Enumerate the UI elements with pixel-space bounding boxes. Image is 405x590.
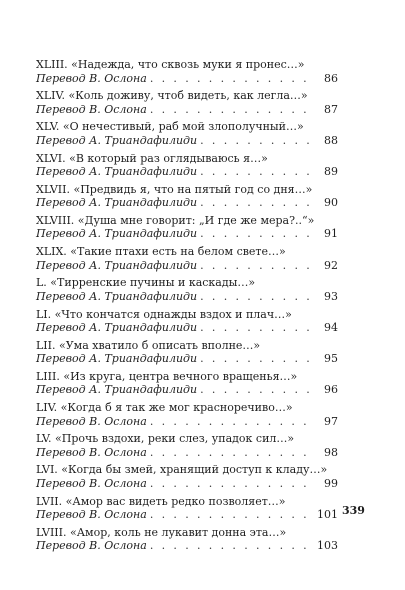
entry-page-number: 86 (324, 71, 338, 85)
entry-page-number: 98 (324, 445, 338, 459)
entry-translator: Перевод А. Триандафилиди (36, 258, 198, 272)
entry-translator: Перевод В. Ослона (36, 476, 147, 490)
dot-leader (200, 227, 314, 241)
toc-entry (36, 276, 338, 303)
entry-row (36, 477, 338, 491)
dot-leader (150, 103, 314, 117)
toc-entry (36, 401, 338, 428)
entry-translator: Перевод В. Ослона (36, 445, 147, 459)
dot-leader (200, 165, 314, 179)
toc-entry (36, 432, 338, 459)
entry-row (36, 72, 338, 86)
entry-title: XLIV. «Коль доживу, чтоб видеть, как легла…» (36, 89, 308, 103)
entry-translator: Перевод А. Триандафилиди (36, 227, 198, 241)
entry-row (36, 134, 338, 148)
dot-leader (200, 196, 314, 210)
entry-title: XLIX. «Такие птахи есть на белом свете…» (36, 245, 286, 259)
entry-title: XLIII. «Надежда, что сквозь муки я пронес…» (36, 58, 305, 71)
dot-leader (200, 352, 314, 366)
toc-entry (36, 183, 338, 210)
entry-row (36, 165, 338, 179)
entry-translator: Перевод А. Триандафилиди (36, 321, 198, 334)
dot-leader (200, 259, 314, 273)
toc-entry (36, 526, 338, 553)
entry-translator: Перевод В. Ослона (36, 508, 147, 522)
entry-page-number: 92 (324, 258, 338, 272)
dot-leader (200, 321, 314, 335)
entry-page-number: 103 (317, 539, 338, 553)
entry-title: LVIII. «Амор, коль не лукавит донна эта…» (36, 525, 287, 539)
toc-entry (36, 463, 338, 490)
entry-translator: Перевод А. Триандафилиди (36, 165, 198, 179)
dot-leader (150, 508, 314, 522)
entry-row (36, 508, 338, 522)
toc-entry (36, 308, 338, 335)
page-number: 339 (342, 504, 365, 517)
entry-row (36, 290, 338, 304)
entry-title: LVI. «Когда бы змей, хранящий доступ к кладу…» (36, 463, 328, 477)
toc-entry (36, 370, 338, 397)
entry-title: LV. «Прочь вздохи, реки слез, упадок сил…» (36, 432, 295, 446)
entry-title: LI. «Что кончатся однажды вздох и плач…» (36, 307, 292, 321)
entry-translator: Перевод В. Ослона (36, 102, 147, 116)
dot-leader (200, 134, 314, 148)
entry-page-number: 95 (324, 352, 338, 366)
entry-page-number: 88 (324, 133, 338, 147)
entry-page-number: 93 (324, 289, 338, 303)
toc-entry (36, 495, 338, 522)
dot-leader (150, 415, 314, 429)
toc-entry (36, 120, 338, 147)
entry-page-number: 94 (324, 321, 338, 334)
toc-entry (36, 339, 338, 366)
entry-translator: Перевод А. Триандафилиди (36, 196, 198, 210)
dot-leader (150, 477, 314, 491)
entry-page-number: 91 (324, 227, 338, 241)
entry-page-number: 99 (324, 476, 338, 490)
entry-translator: Перевод А. Триандафилиди (36, 289, 198, 303)
entry-row (36, 103, 338, 117)
toc-entry (36, 89, 338, 116)
entry-page-number: 97 (324, 414, 338, 428)
entry-page-number: 87 (324, 102, 338, 116)
entry-page-number: 101 (317, 508, 338, 522)
entry-row (36, 259, 338, 273)
entry-page-number: 96 (324, 383, 338, 397)
dot-leader (150, 539, 314, 553)
entry-translator: Перевод В. Ослона (36, 71, 147, 85)
entry-title: LIII. «Из круга, центра вечного вращенья…» (36, 369, 298, 383)
entry-title: LVII. «Амор вас видеть редко позволяет…» (36, 494, 286, 508)
dot-leader (200, 383, 314, 397)
entry-translator: Перевод В. Ослона (36, 414, 147, 428)
entry-row (36, 446, 338, 460)
toc-entry (36, 245, 338, 272)
entry-title: L. «Тирренские пучины и каскады…» (36, 276, 256, 290)
entry-row (36, 352, 338, 366)
toc-entry (36, 214, 338, 241)
entry-translator: Перевод А. Триандафилиди (36, 383, 198, 397)
entry-translator: Перевод А. Триандафилиди (36, 133, 198, 147)
toc-entry (36, 58, 338, 85)
dot-leader (150, 72, 314, 86)
entry-translator: Перевод А. Триандафилиди (36, 352, 198, 366)
entry-translator: Перевод В. Ослона (36, 539, 147, 553)
entry-row (36, 227, 338, 241)
entry-title: XLV. «О нечестивый, раб мой злополучный…» (36, 120, 304, 134)
entry-title: XLVII. «Предвидь я, что на пятый год со дня…» (36, 182, 313, 196)
dot-leader (200, 290, 314, 304)
entry-row (36, 383, 338, 397)
entry-title: XLVI. «В который раз оглядываюсь я…» (36, 151, 268, 165)
entry-row (36, 415, 338, 429)
entry-title: LIV. «Когда б я так же мог красноречиво…» (36, 401, 293, 415)
entry-row (36, 321, 338, 335)
entry-row (36, 196, 338, 210)
toc-entry (36, 152, 338, 179)
entry-row (36, 539, 338, 553)
entry-page-number: 89 (324, 165, 338, 179)
entry-page-number: 90 (324, 196, 338, 210)
table-of-contents (36, 58, 338, 557)
dot-leader (150, 446, 314, 460)
entry-title: XLVIII. «Душа мне говорит: „И где же мера?..“» (36, 213, 315, 227)
entry-title: LII. «Ума хватило б описать вполне…» (36, 338, 261, 352)
